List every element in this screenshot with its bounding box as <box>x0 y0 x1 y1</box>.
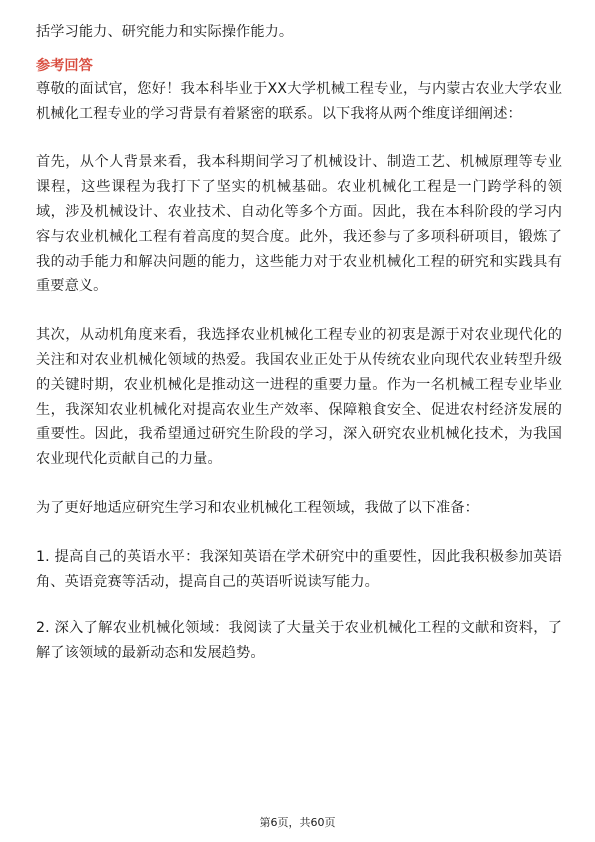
paragraph-greeting: 尊敬的面试官，您好！我本科毕业于XX大学机械工程专业，与内蒙古农业大学农业机械化工程专业的学习背景有着紧密的联系。以下我将从两个维度详细阐述： <box>36 80 562 122</box>
paragraph-background: 首先，从个人背景来看，我本科期间学习了机械设计、制造工艺、机械原理等专业课程，这些课程为我打下了坚实的机械基础。农业机械化工程是一门跨学科的领域，涉及机械设计、农业技术、自动化等多个方面。因此，我在本科阶段的学习内容与农业机械化工程有着高度的契合度。此外，我还参与了多项科研项目，锻炼了我的动手能力和解决问题的能力，这些能力对于农业机械化工程的研究和实践具有重要意义。 <box>36 154 562 295</box>
answer-heading: 参考回答 <box>36 57 93 74</box>
page-content <box>36 20 562 666</box>
list-item-agri-research: 2. 深入了解农业机械化领域：我阅读了大量关于农业机械化工程的文献和资料，了解了该领域的最新动态和发展趋势。 <box>36 620 562 662</box>
intro-line: 括学习能力、研究能力和实际操作能力。 <box>36 24 294 40</box>
paragraph-motivation: 其次，从动机角度来看，我选择农业机械化工程专业的初衷是源于对农业现代化的关注和对农业机械化领域的热爱。我国农业正处于从传统农业向现代农业转型升级的关键时期，农业机械化是推动这一进程的重要力量。作为一名机械工程专业毕业生，我深知农业机械化对提高农业生产效率、保障粮食安全、促进农村经济发展的重要性。因此，我希望通过研究生阶段的学习，深入研究农业机械化技术，为我国农业现代化贡献自己的力量。 <box>36 327 562 468</box>
list-item-english: 1. 提高自己的英语水平：我深知英语在学术研究中的重要性，因此我积极参加英语角、英语竞赛等活动，提高自己的英语听说读写能力。 <box>36 548 562 590</box>
page-number-footer: 第6页，共60页 <box>259 816 336 829</box>
paragraph-preparation-intro: 为了更好地适应研究生学习和农业机械化工程领域，我做了以下准备： <box>36 499 479 516</box>
